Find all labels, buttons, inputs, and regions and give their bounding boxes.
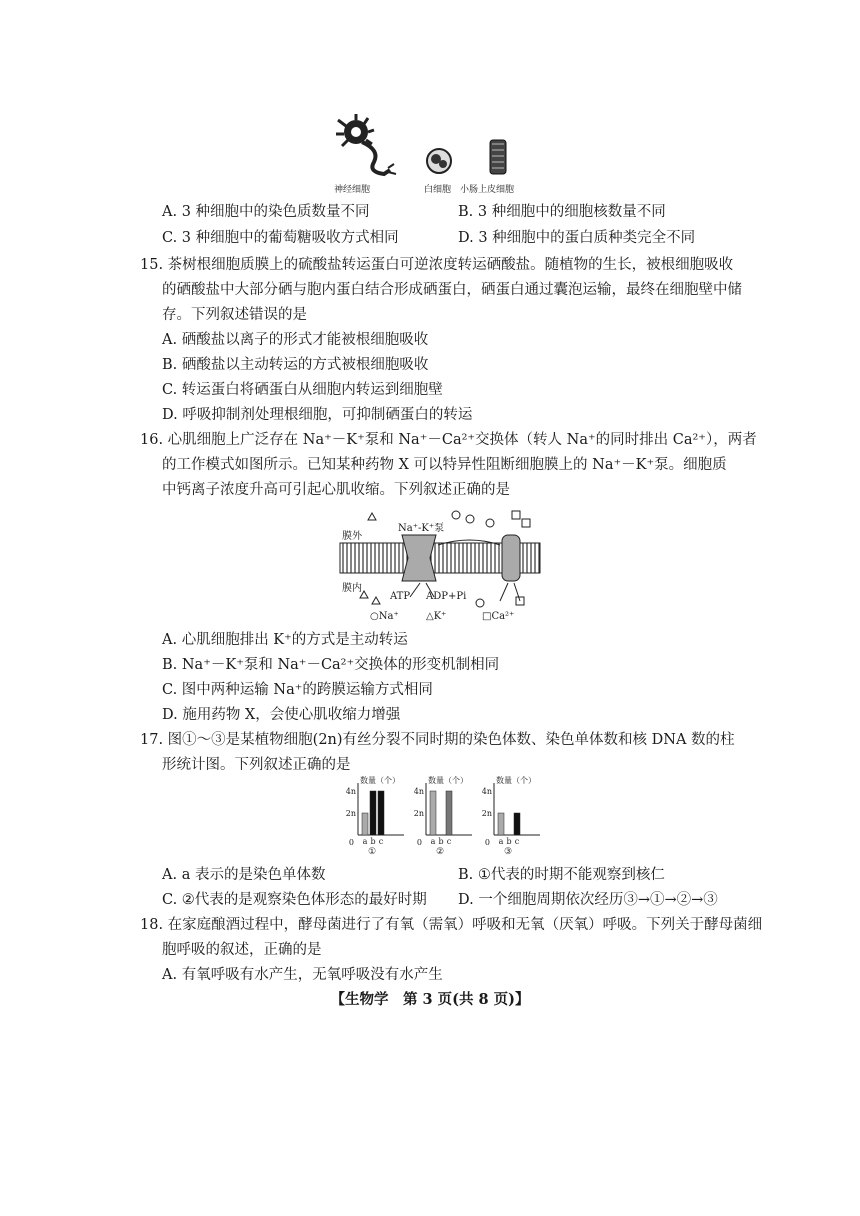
bar-a xyxy=(362,813,368,835)
y-tick-label: 4n xyxy=(413,787,424,796)
chart-title: ② xyxy=(435,847,445,855)
x-tick-label: a xyxy=(430,837,436,846)
na-ion-1 xyxy=(452,511,460,519)
q15-stem-line3: 存。下列叙述错误的是 xyxy=(162,307,307,323)
q17-option-a: A. a 表示的是染色单体数 xyxy=(162,867,326,883)
q16-stem-line2: 的工作模式如图所示。已知某种药物 X 可以特异性阻断细胞膜上的 Na⁺－K⁺泵。细胞质 xyxy=(162,457,727,473)
membrane-transport-figure xyxy=(330,505,550,625)
bar-b xyxy=(370,791,376,835)
origin-label: 0 xyxy=(416,838,422,847)
ca-ion-2 xyxy=(522,519,530,527)
q18-stem-line1: 18. 在家庭酿酒过程中，酵母菌进行了有氧（需氧）呼吸和无氧（厌氧）呼吸。下列关于酵母菌细 xyxy=(140,917,763,933)
x-tick-label: b xyxy=(370,837,376,846)
q16-option-b: B. Na⁺－K⁺泵和 Na⁺－Ca²⁺交换体的形变机制相同 xyxy=(162,657,500,673)
q18-option-a: A. 有氧呼吸有水产生，无氧呼吸没有水产生 xyxy=(162,967,443,983)
q17-option-b: B. ①代表的时期不能观察到核仁 xyxy=(458,867,665,883)
y-tick-label: 2n xyxy=(345,809,356,818)
bar-a xyxy=(430,791,436,835)
wbc-caption: 白细胞 xyxy=(424,185,452,195)
atp-label: ATP xyxy=(390,591,411,602)
x-tick-label: a xyxy=(362,837,368,846)
q14-option-b: B. 3 种细胞中的细胞核数量不同 xyxy=(458,204,666,220)
bar-charts xyxy=(340,775,560,855)
neuron-icon xyxy=(328,110,408,180)
q14-option-c: C. 3 种细胞中的葡萄糖吸收方式相同 xyxy=(162,230,399,246)
cells-figure xyxy=(320,110,560,200)
y-axis-label: 数量（个） xyxy=(496,776,536,785)
bar-c xyxy=(514,813,520,835)
q17-stem-line1: 17. 图①～③是某植物细胞(2n)有丝分裂不同时期的染色体数、染色单体数和核 DNA 数的柱 xyxy=(140,732,735,748)
inside-label: 膜内 xyxy=(342,583,362,594)
q15-stem-line1: 15. 茶树根细胞质膜上的硫酸盐转运蛋白可逆浓度转运硒酸盐。随植物的生长，被根细胞吸收 xyxy=(140,257,734,273)
q17-option-c: C. ②代表的是观察染色体形态的最好时期 xyxy=(162,892,427,908)
bar-c xyxy=(446,791,452,835)
na-ion-4 xyxy=(476,599,484,607)
q15-option-b: B. 硒酸盐以主动转运的方式被根细胞吸收 xyxy=(162,357,429,373)
k-legend: △K⁺ xyxy=(426,611,447,622)
y-tick-label: 4n xyxy=(481,787,492,796)
bar-c xyxy=(378,791,384,835)
page-footer: 【生物学 第 3 页(共 8 页)】 xyxy=(330,991,530,1008)
k-ion-1 xyxy=(368,513,376,520)
q16-stem-line1: 16. 心肌细胞上广泛存在 Na⁺－K⁺泵和 Na⁺－Ca²⁺交换体（转人 Na⁺的同时排出 Ca²⁺），两者 xyxy=(140,432,757,448)
white-blood-cell-icon xyxy=(424,146,454,176)
pump-label: Na⁺-K⁺泵 xyxy=(398,523,445,534)
na-ca-exchanger xyxy=(502,535,520,581)
q14-option-d: D. 3 种细胞中的蛋白质种类完全不同 xyxy=(458,230,696,246)
q15-option-a: A. 硒酸盐以离子的形式才能被根细胞吸收 xyxy=(162,332,429,348)
x-tick-label: c xyxy=(446,837,452,846)
q15-option-c: C. 转运蛋白将硒蛋白从细胞内转运到细胞壁 xyxy=(162,382,443,398)
ca-legend: □Ca²⁺ xyxy=(482,611,515,622)
q16-stem-line3: 中钙离子浓度升高可引起心肌收缩。下列叙述正确的是 xyxy=(162,482,510,498)
y-tick-label: 4n xyxy=(345,787,356,796)
q18-stem-line2: 胞呼吸的叙述，正确的是 xyxy=(162,942,322,958)
y-axis-label: 数量（个） xyxy=(360,776,400,785)
adp-label: ADP+Pi xyxy=(426,591,467,602)
intestinal-cell-icon xyxy=(486,138,510,176)
x-tick-label: a xyxy=(498,837,504,846)
y-tick-label: 2n xyxy=(413,809,424,818)
origin-label: 0 xyxy=(484,838,490,847)
y-axis-label: 数量（个） xyxy=(428,776,468,785)
na-ion-2 xyxy=(466,515,474,523)
neuron-caption: 神经细胞 xyxy=(334,185,371,195)
q15-stem-line2: 的硒酸盐中大部分硒与胞内蛋白结合形成硒蛋白，硒蛋白通过囊泡运输，最终在细胞壁中储 xyxy=(162,282,742,298)
q16-option-d: D. 施用药物 X，会使心肌收缩力增强 xyxy=(162,707,401,723)
chart-title: ① xyxy=(367,847,377,855)
q17-stem-line2: 形统计图。下列叙述正确的是 xyxy=(162,757,351,773)
q14-option-a: A. 3 种细胞中的染色质数量不同 xyxy=(162,204,370,220)
k-ion-3 xyxy=(372,597,380,604)
outside-label: 膜外 xyxy=(342,531,362,542)
x-tick-label: c xyxy=(514,837,520,846)
na-ion-3 xyxy=(486,519,494,527)
na-legend: ○Na⁺ xyxy=(370,611,399,622)
x-tick-label: b xyxy=(506,837,512,846)
x-tick-label: c xyxy=(378,837,384,846)
q16-option-a: A. 心肌细胞排出 K⁺的方式是主动转运 xyxy=(162,632,408,648)
intestinal-caption: 小肠上皮细胞 xyxy=(460,185,515,195)
x-tick-label: b xyxy=(438,837,444,846)
q15-option-d: D. 呼吸抑制剂处理根细胞，可抑制硒蛋白的转运 xyxy=(162,407,473,423)
origin-label: 0 xyxy=(348,838,354,847)
q17-option-d: D. 一个细胞周期依次经历③→①→②→③ xyxy=(458,892,718,908)
chart-title: ③ xyxy=(503,847,513,855)
y-tick-label: 2n xyxy=(481,809,492,818)
bar-a xyxy=(498,813,504,835)
q16-option-c: C. 图中两种运输 Na⁺的跨膜运输方式相同 xyxy=(162,682,433,698)
ca-ion-1 xyxy=(512,511,520,519)
